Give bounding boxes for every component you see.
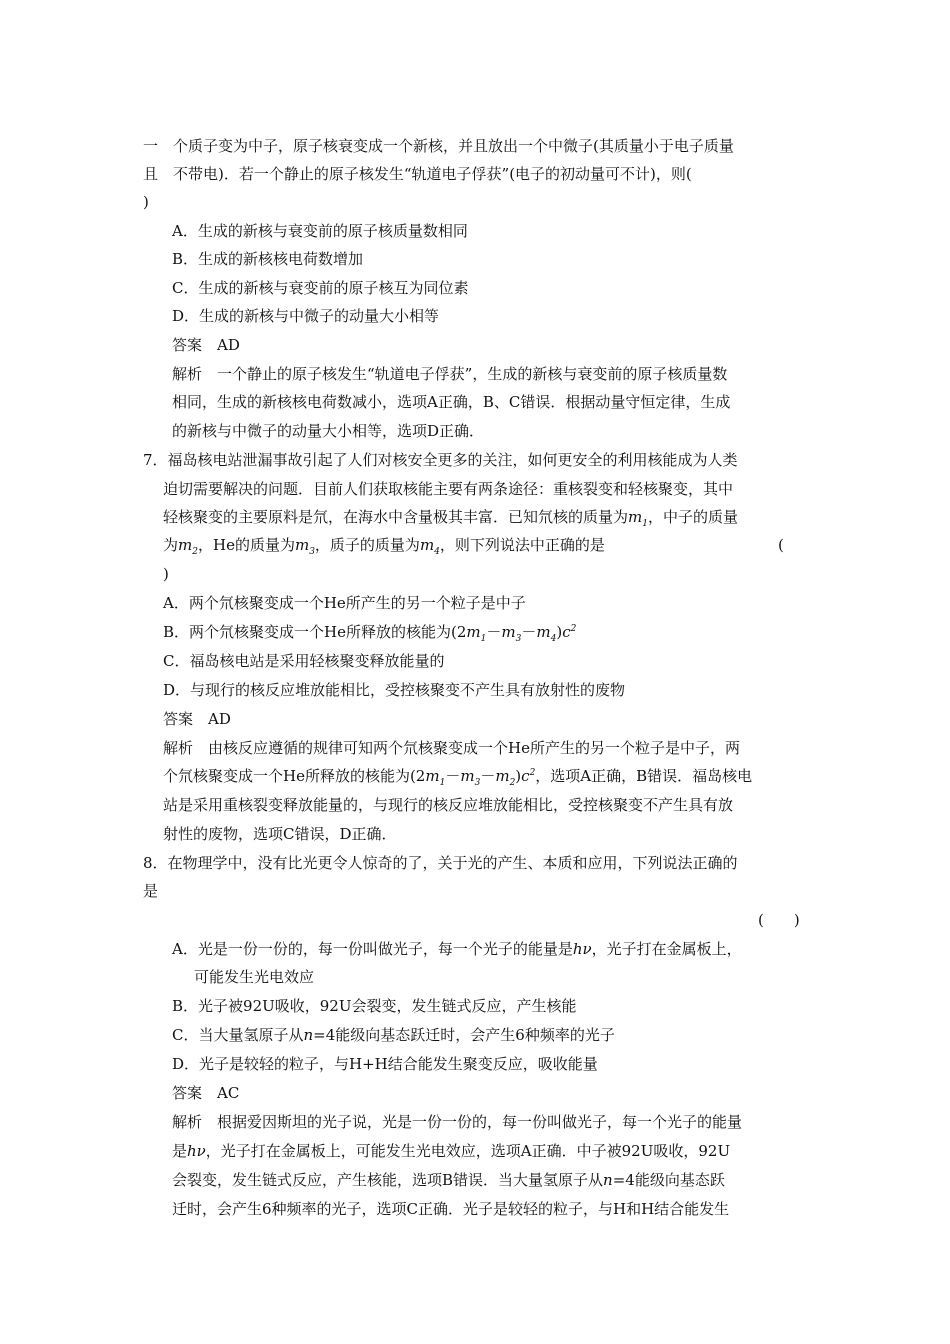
q6-analysis-line-1: 解析 一个静止的原子核发生“轨道电子俘获”，生成的新核与衰变前的原子核质量数	[172, 365, 728, 383]
q7-stem-line-3-text: 轻核聚变的主要原料是氘，在海水中含量极其丰富．已知氘核的质量为	[163, 508, 629, 526]
q6-option-a: A．生成的新核与衰变前的原子核质量数相同	[172, 222, 468, 240]
q8-option-b: B．光子被92U吸收，92U会裂变，发生链式反应，产生核能	[172, 997, 577, 1015]
symbol-hv: hν	[572, 940, 592, 958]
q8-answer: 答案 AC	[172, 1084, 240, 1102]
q7-option-b: B．两个氘核聚变成一个He所释放的核能为$(2m_1-m_3-m_4)c^2$	[163, 623, 577, 644]
q8-analysis-line-2: 是hν，光子打在金属板上，可能发生光电效应，选项A正确．中子被92U吸收，92U	[172, 1142, 731, 1160]
q6-answer: 答案 AD	[172, 336, 240, 354]
q8-analysis-line-1: 解析 根据爱因斯坦的光子说，光是一份一份的，每一份叫做光子，每一个光子的能量	[172, 1113, 743, 1131]
q7-answer: 答案 AD	[163, 710, 231, 728]
q7-stem-line-3-tail: ，中子的质量	[647, 508, 738, 526]
q8-stem-line-1: 8．在物理学中，没有比光更令人惊奇的了，关于光的产生、本质和应用，下列说法正确的	[143, 854, 738, 872]
q8-stem-line-2: 是	[143, 882, 159, 900]
q7-stem-line-3	[163, 503, 738, 532]
q8-option-a-cont: 可能发生光电效应	[194, 968, 315, 986]
q7-answer-paren-open: (	[778, 536, 784, 554]
q6-stem-line-3: )	[143, 193, 149, 211]
q7-analysis-line-2: 个氘核聚变成一个He所释放的核能为$(2m_1-m_3-m_2)c^2$，选项A正确，B错误．福岛核电	[163, 767, 753, 788]
q7-analysis-line-3: 站是采用重核裂变释放能量的，与现行的核反应堆放能相比，受控核聚变不产生具有放	[163, 796, 734, 814]
q7-stem-line-4: 为$m_2$，He的质量为$m_3$，质子的质量为$m_4$，则下列说法中正确的是	[163, 536, 605, 557]
q6-option-b: B．生成的新核核电荷数增加	[172, 250, 364, 268]
q7-analysis-line-4: 射性的废物，选项C错误，D正确．	[163, 825, 397, 843]
q7-option-d: D．与现行的核反应堆放能相比，受控核聚变不产生具有放射性的废物	[163, 681, 626, 699]
q6-option-d: D．生成的新核与中微子的动量大小相等	[172, 307, 440, 325]
q7-option-c: C．福岛核电站是采用轻核聚变释放能量的	[163, 652, 445, 670]
q7-option-a: A．两个氘核聚变成一个He所产生的另一个粒子是中子	[163, 594, 526, 612]
q7-answer-paren-close: )	[163, 565, 169, 583]
q8-answer-parens: ( )	[758, 911, 800, 929]
q6-stem-line-2: 且 不带电)．若一个静止的原子核发生“轨道电子俘获”(电子的初动量可不计)，则(	[143, 165, 692, 183]
q6-analysis-line-2: 相同，生成的新核核电荷数减小，选项A正确，B、C错误．根据动量守恒定律，生成	[172, 393, 731, 411]
mass-m2: $m_2$	[178, 536, 198, 557]
q6-stem-line-1: 一 个质子变为中子，原子核衰变成一个新核，并且放出一个中微子(其质量小于电子质量	[143, 137, 734, 155]
q6-option-c: C．生成的新核与衰变前的原子核互为同位素	[172, 279, 469, 297]
mass-m4: $m_4$	[419, 536, 440, 557]
q6-analysis-line-3: 的新核与中微子的动量大小相等，选项D正确．	[172, 422, 485, 440]
q8-option-a: A．光是一份一份的，每一份叫做光子，每一个光子的能量是hν，光子打在金属板上，	[172, 940, 742, 958]
q7-stem-line-1: 7．福岛核电站泄漏事故引起了人们对核安全更多的关注，如何更安全的利用核能成为人类	[143, 451, 738, 469]
q7-analysis-line-1: 解析 由核反应遵循的规律可知两个氘核聚变成一个He所产生的另一个粒子是中子，两	[163, 739, 740, 757]
q8-option-d: D．光子是较轻的粒子，与H+H结合能发生聚变反应，吸收能量	[172, 1055, 598, 1073]
q8-analysis-line-4: 迁时，会产生6种频率的光子，选项C正确．光子是较轻的粒子，与H和H结合能发生	[172, 1200, 730, 1218]
q8-analysis-line-3: 会裂变，发生链式反应，产生核能，选项B错误．当大量氢原子从n=4能级向基态跃	[172, 1171, 725, 1189]
mass-m3: $m_3$	[294, 536, 315, 557]
mass-m1: $m_1$	[628, 508, 648, 529]
q8-option-c: C．当大量氢原子从n=4能级向基态跃迁时，会产生6种频率的光子	[172, 1026, 615, 1044]
q7-stem-line-2: 迫切需要解决的问题．目前人们获取核能主要有两条途径：重核裂变和轻核聚变，其中	[163, 480, 734, 498]
